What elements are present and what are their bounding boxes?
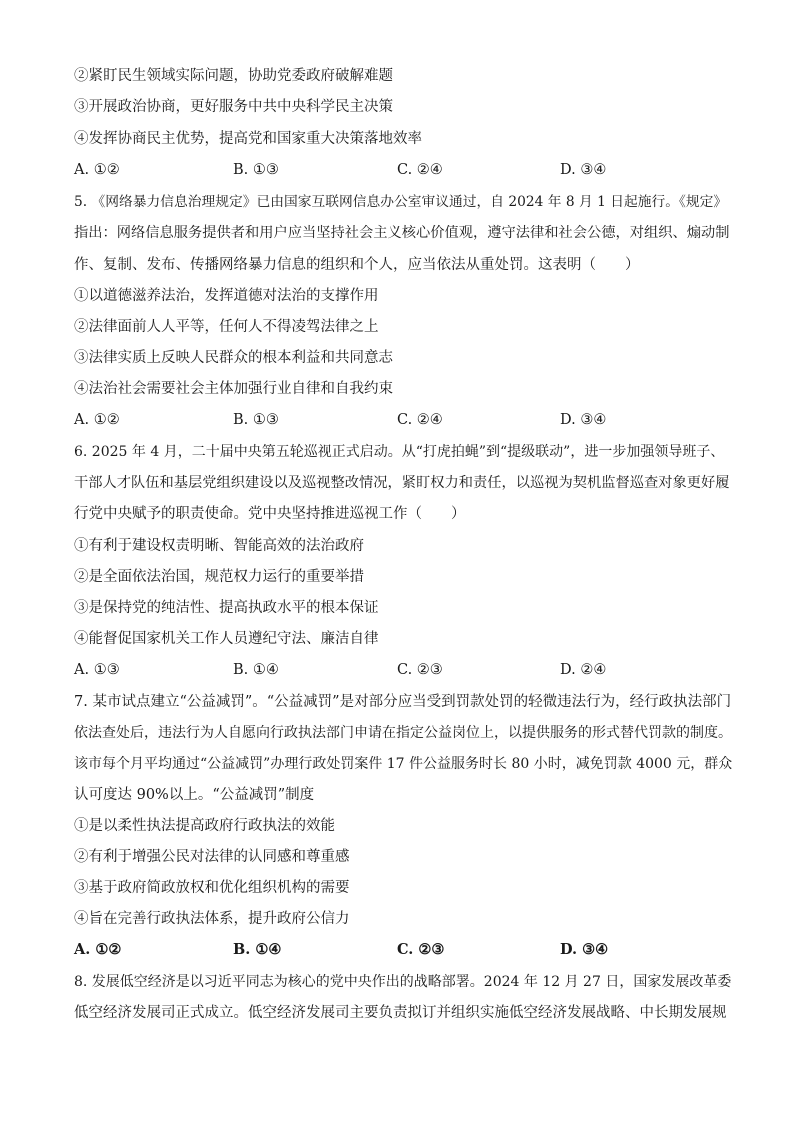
q6-option-a[interactable]: A. ①③ — [74, 662, 120, 678]
q7-stem-line-2: 依法查处后，违法行为人自愿向行政执法部门申请在指定公益岗位上，以提供服务的形式替代罚款的制度。 — [74, 725, 732, 741]
q6-option-d[interactable]: D. ②④ — [560, 662, 607, 678]
q6-statement-1: ①有利于建设权责明晰、智能高效的法治政府 — [74, 538, 364, 554]
q6-stem-line-3: 行党中央赋予的职责使命。党中央坚持推进巡视工作（ ） — [74, 506, 466, 522]
q6-statement-2: ②是全面依法治国，规范权力运行的重要举措 — [74, 569, 364, 585]
q6-statement-3: ③是保持党的纯洁性、提高执政水平的根本保证 — [74, 600, 379, 616]
q8-stem-line-2: 低空经济发展司正式成立。低空经济发展司主要负责拟订并组织实施低空经济发展战略、中长期发展规 — [74, 1005, 727, 1021]
q5-statement-1: ①以道德滋养法治，发挥道德对法治的支撑作用 — [74, 288, 379, 304]
q5-statement-2: ②法律面前人人平等，任何人不得凌驾法律之上 — [74, 319, 379, 335]
q7-stem-line-1: 7. 某市试点建立“公益减罚”。“公益减罚”是对部分应当受到罚款处罚的轻微违法行为，经行政执法部门 — [74, 694, 732, 710]
q5-stem-line-1: 5. 《网络暴力信息治理规定》已由国家互联网信息办公室审议通过，自 2024 年 8 月 1 日起施行。《规定》 — [74, 194, 728, 210]
q8-stem-line-1: 8. 发展低空经济是以习近平同志为核心的党中央作出的战略部署。2024 年 12 月 27 日，国家发展改革委 — [74, 974, 732, 990]
q4-statement-2: ②紧盯民生领域实际问题，协助党委政府破解难题 — [74, 68, 393, 84]
q4-option-c[interactable]: C. ②④ — [397, 162, 443, 178]
q7-option-b[interactable]: B. ①④ — [233, 941, 282, 958]
q4-option-a[interactable]: A. ①② — [74, 162, 120, 178]
q6-stem-line-2: 干部人才队伍和基层党组织建设以及巡视整改情况，紧盯权力和责任，以巡视为契机监督巡查对象更好履 — [74, 475, 730, 491]
q4-option-b[interactable]: B. ①③ — [233, 162, 279, 178]
q5-option-b[interactable]: B. ①③ — [233, 412, 279, 428]
q7-option-d[interactable]: D. ③④ — [560, 941, 609, 958]
q6-stem-line-1: 6. 2025 年 4 月，二十届中央第五轮巡视正式启动。从“打虎拍蝇”到“提级联动”，进一步加强领导班子、 — [74, 444, 725, 460]
q5-stem-line-2: 指出：网络信息服务提供者和用户应当坚持社会主义核心价值观，遵守法律和社会公德，对组织、煽动制 — [74, 225, 730, 241]
q6-options — [74, 660, 734, 680]
q7-statement-1: ①是以柔性执法提高政府行政执法的效能 — [74, 818, 335, 834]
q7-option-a[interactable]: A. ①② — [74, 941, 122, 958]
q5-options — [74, 410, 734, 430]
q4-statement-4: ④发挥协商民主优势，提高党和国家重大决策落地效率 — [74, 131, 422, 147]
q7-statement-4: ④旨在完善行政执法体系，提升政府公信力 — [74, 911, 350, 927]
q5-statement-3: ③法律实质上反映人民群众的根本利益和共同意志 — [74, 350, 393, 366]
q7-statement-2: ②有利于增强公民对法律的认同感和尊重感 — [74, 849, 350, 865]
q7-option-c[interactable]: C. ②③ — [397, 941, 445, 958]
q7-statement-3: ③基于政府简政放权和优化组织机构的需要 — [74, 880, 350, 896]
q7-stem-line-3: 该市每个月平均通过“公益减罚”办理行政处罚案件 17 件公益服务时长 80 小时，减免罚款 4000 元，群众 — [74, 756, 733, 772]
q6-option-b[interactable]: B. ①④ — [233, 662, 279, 678]
q4-statement-3: ③开展政治协商，更好服务中共中央科学民主决策 — [74, 99, 393, 115]
q4-options — [74, 160, 734, 180]
q6-statement-4: ④能督促国家机关工作人员遵纪守法、廉洁自律 — [74, 631, 379, 647]
q5-statement-4: ④法治社会需要社会主体加强行业自律和自我约束 — [74, 381, 393, 397]
q6-option-c[interactable]: C. ②③ — [397, 662, 443, 678]
q7-stem-line-4: 认可度达 90%以上。“公益减罚”制度 — [74, 787, 315, 803]
q7-options — [74, 940, 734, 960]
q5-option-d[interactable]: D. ③④ — [560, 412, 607, 428]
q5-stem-line-3: 作、复制、发布、传播网络暴力信息的组织和个人，应当依法从重处罚。这表明（ ） — [74, 257, 640, 273]
q5-option-c[interactable]: C. ②④ — [397, 412, 443, 428]
q4-option-d[interactable]: D. ③④ — [560, 162, 607, 178]
q5-option-a[interactable]: A. ①② — [74, 412, 120, 428]
